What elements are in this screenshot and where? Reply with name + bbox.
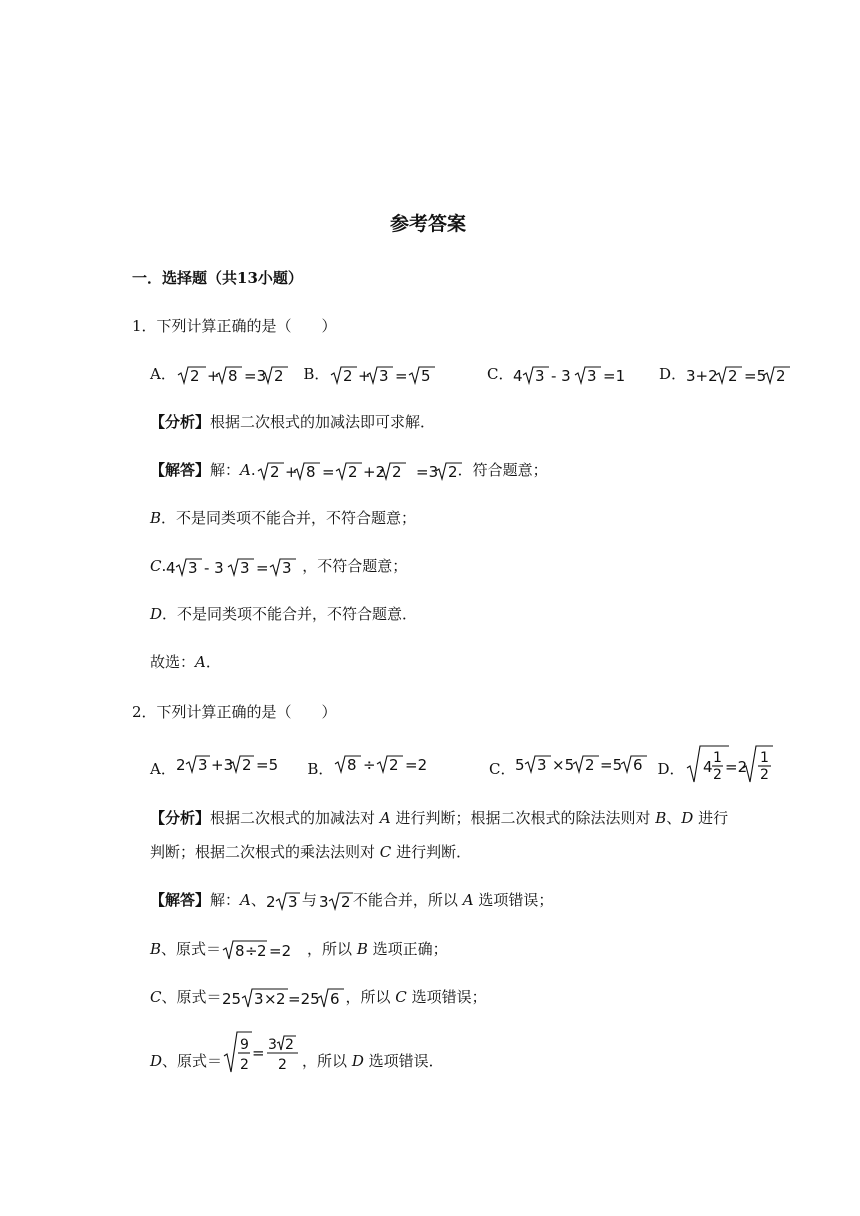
q2-analysis-text-2b: 进行判断． xyxy=(396,843,472,861)
q1-option-d-formula xyxy=(686,364,804,386)
svg-text:3: 3 xyxy=(287,893,298,911)
q2-analysis-text-1a: 根据二次根式的加减法对 xyxy=(210,809,376,827)
svg-text:÷: ÷ xyxy=(245,942,258,960)
q1-option-a-label: A． xyxy=(150,365,176,383)
svg-text:8: 8 xyxy=(227,367,238,385)
q2-answer-line-d: D、原式＝ 9 2 = 3 2 2 ，所以 D 选项错误． xyxy=(150,1030,444,1074)
q1-options xyxy=(150,364,804,386)
svg-text:2: 2 xyxy=(447,463,458,481)
q1-answer-b-text: 不是同类项不能合并，不符合题意； xyxy=(176,509,417,527)
q1-answer-a-formula xyxy=(256,460,416,482)
q2-analysis-line1: 【分析】根据二次根式的加减法对 A 进行判断；根据二次根式的除法法则对 B、D 进行 xyxy=(150,809,729,827)
svg-text:1: 1 xyxy=(759,750,769,766)
q2-analysis-tag: 【分析】 xyxy=(150,809,211,827)
svg-text:=1: =1 xyxy=(603,367,626,385)
q1-option-c-label: C． xyxy=(487,365,514,383)
svg-text:2: 2 xyxy=(189,367,200,385)
svg-text:2: 2 xyxy=(275,990,286,1008)
svg-text:+: + xyxy=(206,367,220,385)
q2-answer-c-prefix: 、原式＝ xyxy=(161,988,222,1006)
q2-answer-line-b: B、原式＝ 8 ÷ 2 =2 ，所以 B 选项正确； xyxy=(150,940,448,960)
svg-text:3: 3 xyxy=(535,367,546,385)
svg-text:+3: +3 xyxy=(210,756,233,774)
svg-text:÷: ÷ xyxy=(363,756,377,774)
svg-text:=: = xyxy=(252,1044,265,1062)
svg-text:2: 2 xyxy=(257,942,267,960)
svg-text:8: 8 xyxy=(235,942,245,960)
q2-answer-c-formula xyxy=(222,986,346,1010)
q2-answer-line-c: C、原式＝ 25 3 × 2 =25 6 ，所以 C 选项错误； xyxy=(150,988,487,1008)
q1-analysis-tag: 【分析】 xyxy=(150,413,211,431)
svg-text:9: 9 xyxy=(240,1037,249,1053)
svg-text:1: 1 xyxy=(712,750,722,766)
q1-answer-prefix: 解： xyxy=(210,461,241,479)
q2-option-d-formula xyxy=(685,744,785,784)
svg-text:×5: ×5 xyxy=(552,756,575,774)
q2-answer-a-suffix: 不能合并，所以 xyxy=(352,891,458,909)
svg-text:2: 2 xyxy=(389,756,399,774)
q1-answer-tag: 【解答】 xyxy=(150,461,211,479)
svg-text:3: 3 xyxy=(197,756,208,774)
svg-text:2: 2 xyxy=(776,367,786,385)
q1-stem: 1．下列计算正确的是（ ） xyxy=(132,317,337,335)
svg-text:- 3: - 3 xyxy=(551,367,572,385)
q2-answer-d-prefix: 、原式＝ xyxy=(162,1052,223,1070)
q2-answer-b-end: 选项正确； xyxy=(372,940,448,958)
svg-text:=5: =5 xyxy=(600,756,623,774)
q1-analysis-text: 根据二次根式的加减法即可求解． xyxy=(210,413,436,431)
q1-option-c-formula xyxy=(513,364,631,386)
svg-text:+: + xyxy=(284,463,298,481)
svg-text:3: 3 xyxy=(282,559,292,577)
q2-analysis-text-1b: 进行判断；根据二次根式的除法法则对 xyxy=(395,809,651,827)
svg-text:2: 2 xyxy=(340,893,351,911)
svg-text:5: 5 xyxy=(515,756,526,774)
q1-answer-line-c: C. 4 3 - 3 3 = 3 ，不符合题意； xyxy=(150,557,408,577)
q1-answer-c-formula xyxy=(166,556,302,578)
svg-text:3: 3 xyxy=(253,990,264,1008)
q2-answer-tag: 【解答】 xyxy=(150,891,211,909)
q1-analysis xyxy=(150,412,435,432)
svg-text:2: 2 xyxy=(285,1037,294,1053)
q2-option-a-label: A． xyxy=(150,760,176,778)
q2-answer-a-term2 xyxy=(317,890,353,912)
svg-text:=2: =2 xyxy=(269,942,292,960)
svg-text:- 3: - 3 xyxy=(204,559,224,577)
q1-answer-c-suffix: ，不符合题意； xyxy=(302,557,408,575)
svg-text:2: 2 xyxy=(585,756,596,774)
svg-text:8: 8 xyxy=(305,463,316,481)
q2-analysis-text-1c: 、 xyxy=(666,809,682,827)
q2-option-d-label: D． xyxy=(657,760,685,778)
svg-text:2: 2 xyxy=(269,463,280,481)
svg-text:2: 2 xyxy=(240,1057,249,1073)
q2-answer-b-suffix: ，所以 xyxy=(307,940,353,958)
q2-answer-a-mid: 、 xyxy=(250,891,266,909)
svg-text:=: = xyxy=(321,463,335,481)
q2-analysis-line2: 判断；根据二次根式的乘法法则对 C 进行判断． xyxy=(150,843,472,861)
q2-answer-b-formula xyxy=(221,938,307,962)
q2-option-a-formula xyxy=(176,744,276,784)
svg-text:=2: =2 xyxy=(724,758,747,776)
svg-text:3: 3 xyxy=(318,893,329,911)
svg-text:=: = xyxy=(395,367,409,385)
svg-text:2: 2 xyxy=(343,367,353,385)
svg-text:2: 2 xyxy=(273,367,284,385)
svg-text:3: 3 xyxy=(188,559,198,577)
svg-text:3: 3 xyxy=(268,1037,277,1053)
svg-text:4: 4 xyxy=(702,758,713,776)
section-heading: 一．选择题（共13小题） xyxy=(132,269,303,287)
svg-text:2: 2 xyxy=(759,767,769,783)
q1-option-b-formula xyxy=(329,364,439,386)
q2-answer-prefix: 解： xyxy=(210,891,241,909)
svg-text:3+2: 3+2 xyxy=(686,367,718,385)
q2-option-b-label: B． xyxy=(307,760,334,778)
q2-option-c-label: C． xyxy=(489,760,516,778)
svg-text:3: 3 xyxy=(240,559,250,577)
svg-text:4: 4 xyxy=(166,559,176,577)
q1-option-b-label: B． xyxy=(303,365,330,383)
q2-option-b-formula xyxy=(333,744,443,784)
q2-stem: 2．下列计算正确的是（ ） xyxy=(132,703,337,721)
svg-text:=25: =25 xyxy=(287,990,320,1008)
q1-answer-line-a: 【解答】解：A. 2 + 8 = 2 +2 2 =3 2 ．符合题意； xyxy=(150,461,548,481)
page-title: 参考答案 xyxy=(390,213,467,235)
svg-text:=3: =3 xyxy=(243,367,266,385)
svg-text:2: 2 xyxy=(712,767,722,783)
svg-text:3: 3 xyxy=(587,367,598,385)
q2-answer-line-a: 【解答】解：A、 2 3 与 3 2 不能合并，所以 A 选项错误； xyxy=(150,891,554,911)
svg-text:2: 2 xyxy=(175,756,186,774)
q2-answer-d-formula xyxy=(222,1030,302,1074)
q2-option-c-formula xyxy=(515,744,657,784)
svg-text:5: 5 xyxy=(421,367,431,385)
q2-answer-a-with: 与 xyxy=(301,891,317,909)
svg-text:2: 2 xyxy=(241,756,252,774)
q2-answer-c-suffix: ，所以 xyxy=(345,988,391,1006)
q1-option-d-label: D． xyxy=(659,365,687,383)
q2-answer-b-prefix: 、原式＝ xyxy=(161,940,222,958)
svg-text:=: = xyxy=(256,559,269,577)
svg-text:2: 2 xyxy=(391,463,402,481)
q1-option-a-formula xyxy=(176,364,284,386)
q1-answer-a-suffix: ．符合题意； xyxy=(457,461,548,479)
q2-answer-d-suffix: ，所以 xyxy=(302,1052,348,1070)
svg-text:×: × xyxy=(263,990,277,1008)
q2-answer-a-end: 选项错误； xyxy=(478,891,554,909)
svg-text:3: 3 xyxy=(537,756,548,774)
svg-text:2: 2 xyxy=(347,463,358,481)
svg-text:=3: =3 xyxy=(415,463,438,481)
q2-analysis-text-1d: 进行 xyxy=(698,809,729,827)
q2-answer-d-end: 选项错误． xyxy=(368,1052,444,1070)
q2-answer-c-end: 选项错误； xyxy=(411,988,487,1006)
q1-answer-line-b: B．不是同类项不能合并，不符合题意； xyxy=(150,509,417,527)
svg-text:=5: =5 xyxy=(744,367,767,385)
svg-text:+2: +2 xyxy=(362,463,385,481)
q1-answer-d-text: 不是同类项不能合并，不符合题意． xyxy=(177,605,418,623)
svg-text:2: 2 xyxy=(728,367,738,385)
svg-text:8: 8 xyxy=(347,756,357,774)
q2-answer-a-term1 xyxy=(266,890,302,912)
svg-text:6: 6 xyxy=(633,756,644,774)
q2-analysis-text-2a: 判断；根据二次根式的乘法法则对 xyxy=(150,843,376,861)
svg-text:25: 25 xyxy=(221,990,241,1008)
q1-answer-line-d: D．不是同类项不能合并，不符合题意． xyxy=(150,605,418,623)
svg-text:4: 4 xyxy=(513,367,524,385)
svg-text:=5: =5 xyxy=(255,756,278,774)
q1-choice-text: 故选： xyxy=(150,653,196,671)
svg-text:3: 3 xyxy=(379,367,389,385)
svg-text:6: 6 xyxy=(329,990,340,1008)
svg-text:2: 2 xyxy=(278,1057,287,1073)
q1-choice: 故选：A． xyxy=(150,653,221,671)
svg-text:2: 2 xyxy=(265,893,276,911)
svg-text:=2: =2 xyxy=(405,756,428,774)
svg-text:+: + xyxy=(358,367,372,385)
q2-options xyxy=(150,744,785,784)
